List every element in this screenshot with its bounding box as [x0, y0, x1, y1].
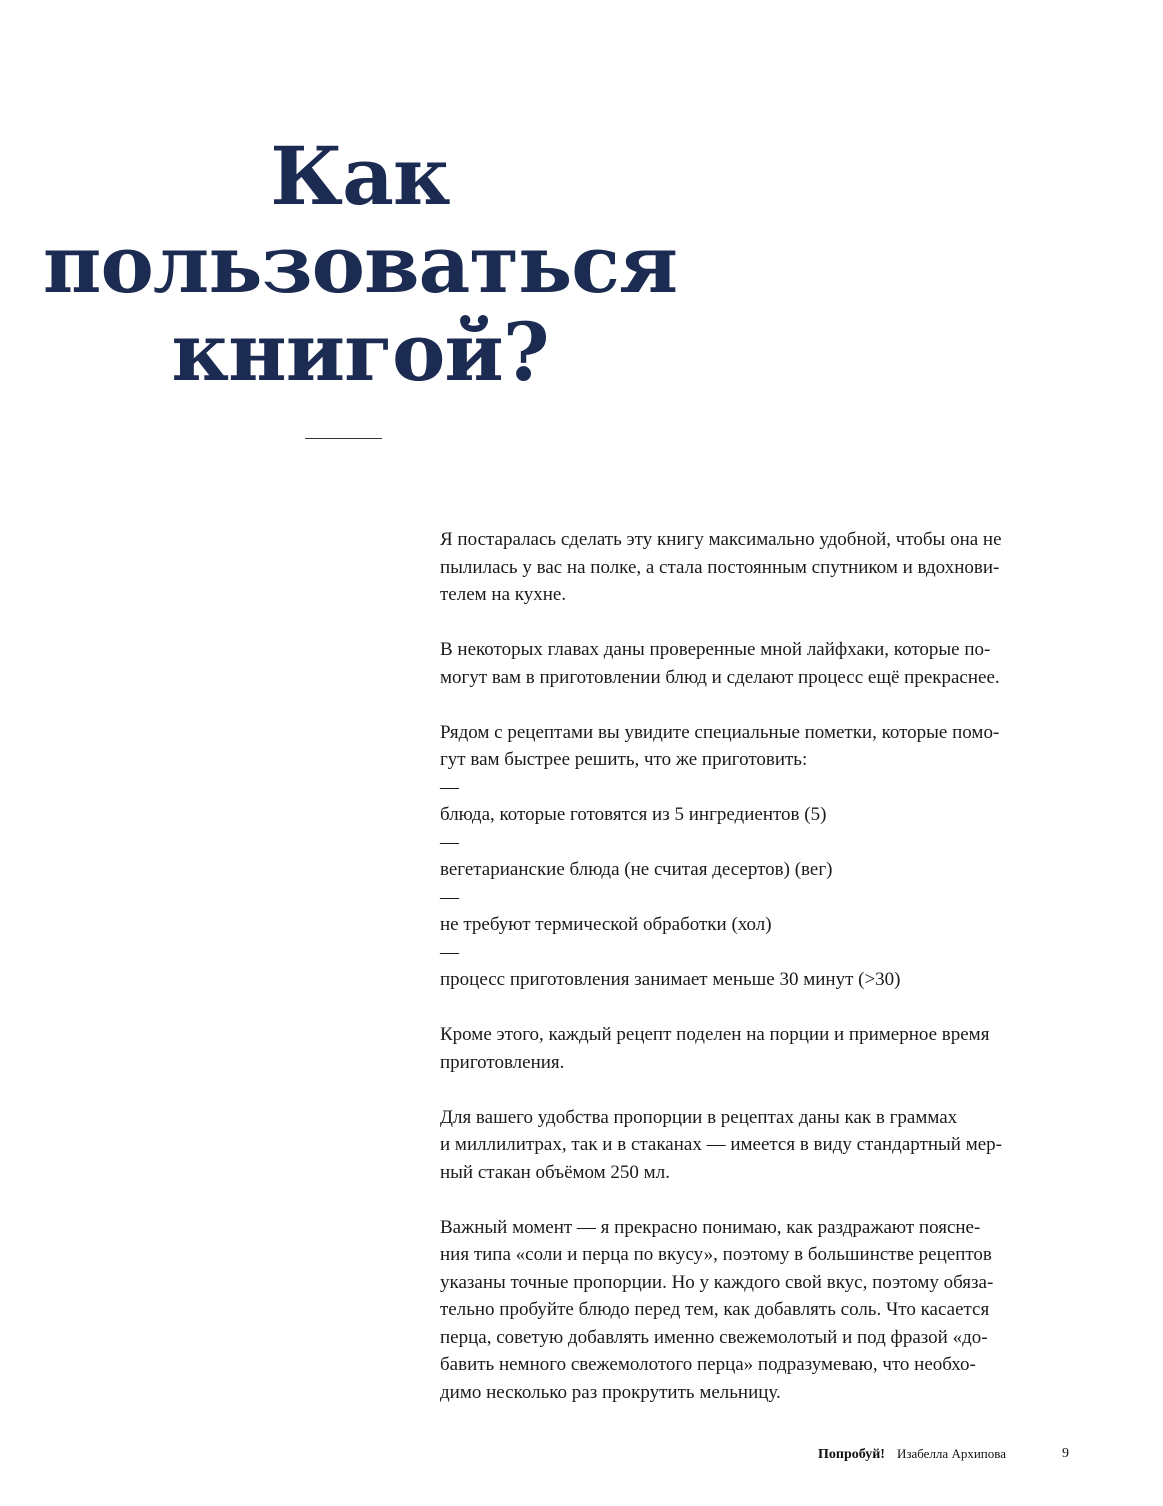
list-item-text: вегетарианские блюда (не считая десертов) (вег) — [440, 859, 833, 880]
title-line-2: пользоваться — [42, 217, 678, 311]
paragraph-line: бавить немного свежемолотого перца» подразумеваю, что необхо- — [440, 1354, 976, 1375]
paragraph-line: приготовления. — [440, 1051, 565, 1073]
paragraph-line: димо несколько раз прокрутить мельницу. — [440, 1381, 781, 1403]
paragraph-portions — [440, 1021, 1040, 1076]
paragraph-intro — [440, 526, 1040, 609]
paragraph-proportions — [440, 1104, 1040, 1187]
paragraph-seasoning — [440, 1214, 1040, 1407]
paragraph-line: Важный момент — я прекрасно понимаю, как раздражают поясне- — [440, 1216, 981, 1238]
body-text — [440, 526, 1040, 1434]
paragraph-marks — [440, 719, 1040, 994]
paragraph-line: Кроме этого, каждый рецепт поделен на порции и примерное время — [440, 1024, 990, 1045]
list-item-text: блюда, которые готовятся из 5 ингредиентов (5) — [440, 804, 827, 825]
page-number: 9 — [1062, 1446, 1069, 1461]
list-dash: — — [440, 941, 459, 963]
paragraph-line: В некоторых главах даны проверенные мной лайфхаки, которые по- — [440, 639, 991, 660]
paragraph-lifehacks — [440, 636, 1040, 691]
title-line-3: книгой? — [171, 305, 549, 399]
paragraph-line: Я постаралась сделать эту книгу максимально удобной, чтобы она не — [440, 529, 1002, 550]
list-item-text: не требуют термической обработки (хол) — [440, 914, 772, 935]
list-dash: — — [440, 831, 459, 853]
list-item — [440, 774, 1040, 829]
paragraph-line: Для вашего удобства пропорции в рецептах даны как в граммах — [440, 1106, 958, 1128]
paragraph-line: Рядом с рецептами вы увидите специальные пометки, которые помо- — [440, 721, 1000, 743]
list-dash: — — [440, 776, 459, 798]
paragraph-line: гут вам быстрее решить, что же приготовить: — [440, 749, 808, 770]
footer-brand: Попробуй! — [818, 1447, 885, 1462]
list-dash: — — [440, 886, 459, 908]
list-item — [440, 939, 1040, 994]
paragraph-line: перца, советую добавлять именно свежемолотый и под фразой «до- — [440, 1326, 988, 1348]
paragraph-line: телем на кухне. — [440, 584, 567, 605]
paragraph-line: тельно пробуйте блюдо перед тем, как добавлять соль. Что касается — [440, 1299, 990, 1320]
paragraph-line: ния типа «соли и перца по вкусу», поэтому в большинстве рецептов — [440, 1244, 992, 1265]
marks-list — [440, 774, 1040, 994]
title-line-1: Как — [270, 129, 450, 223]
footer-author: Изабелла Архипова — [896, 1446, 1006, 1461]
paragraph-line: пылилась у вас на полке, а стала постоянным спутником и вдохнови- — [440, 556, 1000, 578]
paragraph-line: могут вам в приготовлении блюд и сделают процесс ещё прекраснее. — [440, 666, 1000, 688]
page-title — [40, 129, 680, 399]
paragraph-line: и миллилитрах, так и в стаканах — имеется в виду стандартный мер- — [440, 1134, 1002, 1155]
page-footer — [818, 1446, 1078, 1463]
title-divider — [305, 438, 382, 439]
paragraph-line: ный стакан объёмом 250 мл. — [440, 1161, 670, 1183]
list-item — [440, 829, 1040, 884]
paragraph-line: указаны точные пропорции. Но у каждого свой вкус, поэтому обяза- — [440, 1271, 994, 1293]
list-item-text: процесс приготовления занимает меньше 30 минут (>30) — [440, 969, 901, 990]
list-item — [440, 884, 1040, 939]
